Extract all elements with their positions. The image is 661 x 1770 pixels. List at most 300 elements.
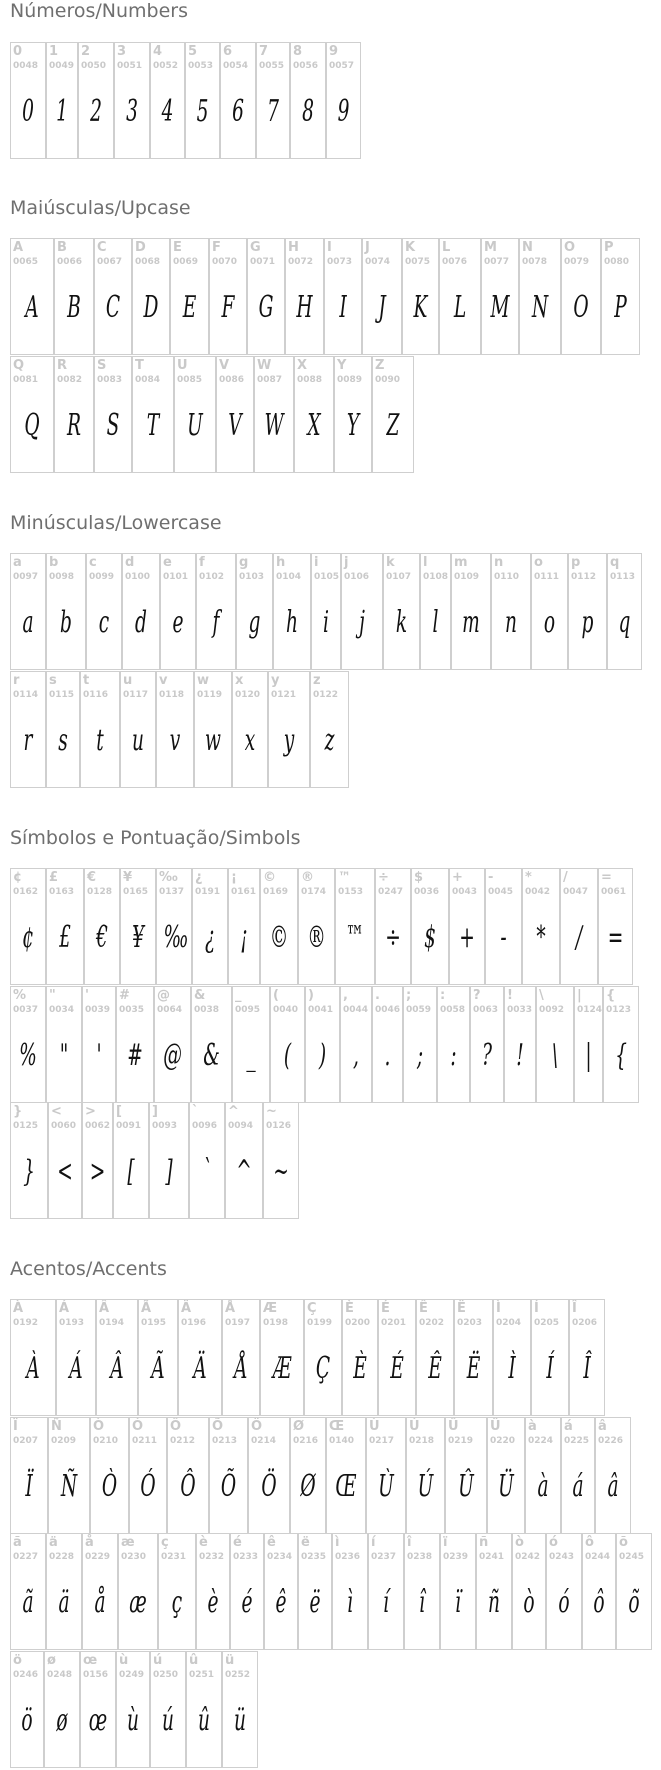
glyph-label: Ç xyxy=(307,1301,317,1316)
glyph-label: H xyxy=(288,240,299,255)
glyph-sample: ò xyxy=(523,1585,535,1620)
glyph-label: ú xyxy=(153,1653,163,1668)
glyph-cell xyxy=(54,238,94,355)
glyph-cell xyxy=(94,356,132,473)
glyph-label: G xyxy=(250,240,261,255)
glyph-label: É xyxy=(381,1301,390,1316)
glyph-code: 0035 xyxy=(119,1005,145,1015)
glyph-sample: õ xyxy=(628,1585,640,1620)
glyph-sample: _ xyxy=(246,1038,256,1073)
glyph-label: ! xyxy=(507,988,513,1003)
glyph-cell xyxy=(86,553,122,670)
glyph-code: 0060 xyxy=(51,1121,77,1131)
glyph-label: Â xyxy=(99,1301,110,1316)
glyph-sample: 4 xyxy=(161,94,174,129)
glyph-cell xyxy=(54,356,94,473)
glyph-sample: ü xyxy=(234,1703,246,1738)
glyph-cell xyxy=(191,986,232,1103)
glyph-sample: è xyxy=(207,1585,219,1620)
glyph-cell xyxy=(10,1102,48,1219)
glyph-label: a xyxy=(13,555,22,570)
glyph-sample: Í xyxy=(546,1351,554,1386)
glyph-label: J xyxy=(365,240,370,255)
glyph-sample: S xyxy=(106,408,120,443)
glyph-label: h xyxy=(276,555,286,570)
glyph-cell xyxy=(335,868,375,985)
glyph-code: 0128 xyxy=(87,887,113,897)
glyph-code: 0217 xyxy=(369,1436,395,1446)
glyph-sample: Ç xyxy=(315,1351,331,1386)
glyph-code: 0224 xyxy=(528,1436,554,1446)
glyph-code: 0162 xyxy=(13,887,39,897)
glyph-code: 0085 xyxy=(177,375,203,385)
glyph-code: 0092 xyxy=(539,1005,565,1015)
glyph-label: + xyxy=(452,870,463,885)
glyph-code: 0163 xyxy=(49,887,75,897)
glyph-sample: X xyxy=(307,408,321,443)
glyph-label: C xyxy=(97,240,107,255)
glyph-cell xyxy=(120,671,156,788)
glyph-label: l xyxy=(423,555,428,570)
glyph-sample: ¢ xyxy=(22,920,34,955)
glyph-label: z xyxy=(313,673,321,688)
glyph-sample: 2 xyxy=(90,94,102,129)
glyph-code: 0098 xyxy=(49,572,75,582)
glyph-cell xyxy=(10,1533,46,1650)
glyph-cell xyxy=(304,1299,342,1416)
glyph-label: } xyxy=(13,1104,23,1119)
glyph-sample: m xyxy=(462,605,480,640)
glyph-cell xyxy=(156,868,192,985)
glyph-label: - xyxy=(488,870,494,885)
glyph-code: 0079 xyxy=(564,257,590,267)
glyph-sample: í xyxy=(383,1585,389,1620)
glyph-cell xyxy=(522,868,560,985)
glyph-label: ô xyxy=(585,1535,594,1550)
glyph-label: è xyxy=(199,1535,208,1550)
glyph-cell xyxy=(568,553,607,670)
glyph-cell xyxy=(10,1417,48,1534)
glyph-code: 0048 xyxy=(13,61,39,71)
glyph-code: 0084 xyxy=(135,375,161,385)
glyph-sample: v xyxy=(169,723,181,758)
glyph-cell xyxy=(48,1417,90,1534)
glyph-cell xyxy=(56,1299,96,1416)
glyph-code: 0057 xyxy=(329,61,355,71)
glyph-cell xyxy=(192,868,228,985)
glyph-code: 0169 xyxy=(263,887,289,897)
glyph-code: 0137 xyxy=(159,887,185,897)
glyph-sample: ¿ xyxy=(205,920,215,955)
glyph-label: 7 xyxy=(259,44,269,59)
glyph-label: Ï xyxy=(13,1419,18,1434)
glyph-code: 0237 xyxy=(371,1552,397,1562)
glyph-code: 0111 xyxy=(534,572,560,582)
glyph-sample: 0 xyxy=(22,94,34,129)
glyph-label: 6 xyxy=(223,44,233,59)
glyph-label: $ xyxy=(414,870,424,885)
glyph-label: Û xyxy=(448,1419,459,1434)
glyph-sample: = xyxy=(607,920,624,955)
glyph-label: Ù xyxy=(369,1419,380,1434)
glyph-code: 0105 xyxy=(314,572,340,582)
glyph-cell xyxy=(10,986,46,1103)
glyph-sample: û xyxy=(198,1703,210,1738)
glyph-label: î xyxy=(407,1535,412,1550)
glyph-sample: ; xyxy=(416,1038,424,1073)
glyph-sample: 8 xyxy=(302,94,314,129)
glyph-code: 0118 xyxy=(159,690,185,700)
glyph-cell xyxy=(273,553,311,670)
glyph-code: 0045 xyxy=(488,887,514,897)
glyph-code: 0243 xyxy=(549,1552,575,1562)
glyph-label: Î xyxy=(572,1301,577,1316)
glyph-label: Æ xyxy=(263,1301,278,1316)
glyph-cell xyxy=(149,1102,189,1219)
glyph-label: ö xyxy=(13,1653,22,1668)
glyph-sample: I xyxy=(339,290,347,325)
glyph-sample: 1 xyxy=(56,94,68,129)
glyph-code: 0203 xyxy=(457,1318,483,1328)
glyph-label: ^ xyxy=(228,1104,239,1119)
glyph-cell xyxy=(196,553,236,670)
glyph-sample: F xyxy=(221,290,235,325)
glyph-code: 0104 xyxy=(276,572,302,582)
glyph-sample: x xyxy=(244,723,256,758)
glyph-code: 0250 xyxy=(153,1670,179,1680)
glyph-label: < xyxy=(51,1104,62,1119)
glyph-cell xyxy=(437,986,470,1103)
glyph-sample: . xyxy=(384,1038,391,1073)
glyph-code: 0207 xyxy=(13,1436,39,1446)
glyph-label: o xyxy=(534,555,543,570)
glyph-code: 0086 xyxy=(219,375,245,385)
glyph-sample: y xyxy=(283,723,295,758)
glyph-code: 0110 xyxy=(494,572,520,582)
glyph-sample: Ú xyxy=(417,1469,434,1504)
glyph-code: 0072 xyxy=(288,257,314,267)
glyph-sample: 3 xyxy=(126,94,138,129)
section-title: Minúsculas/Lowercase xyxy=(10,512,222,534)
glyph-label: ` xyxy=(192,1104,199,1119)
glyph-label: t xyxy=(83,673,90,688)
glyph-code: 0218 xyxy=(409,1436,435,1446)
glyph-code: 0161 xyxy=(231,887,257,897)
glyph-cell xyxy=(268,671,310,788)
glyph-label: ~ xyxy=(266,1104,277,1119)
glyph-cell xyxy=(10,553,46,670)
glyph-label: " xyxy=(49,988,56,1003)
glyph-code: 0077 xyxy=(484,257,510,267)
glyph-sample: f xyxy=(212,605,220,640)
glyph-label: X xyxy=(297,358,308,373)
glyph-sample: @ xyxy=(163,1038,182,1073)
glyph-cell xyxy=(595,1417,631,1534)
glyph-label: w xyxy=(197,673,210,688)
glyph-label: È xyxy=(345,1301,354,1316)
glyph-code: 0091 xyxy=(116,1121,142,1131)
glyph-cell xyxy=(10,238,54,355)
glyph-label: Q xyxy=(13,358,25,373)
glyph-code: 0074 xyxy=(365,257,391,267)
glyph-sample: ë xyxy=(309,1585,321,1620)
glyph-code: 0205 xyxy=(534,1318,560,1328)
glyph-code: 0066 xyxy=(57,257,83,267)
glyph-code: 0041 xyxy=(308,1005,334,1015)
glyph-cell xyxy=(220,42,256,159)
glyph-code: 0113 xyxy=(610,572,636,582)
glyph-code: 0246 xyxy=(13,1670,39,1680)
glyph-cell xyxy=(504,986,536,1103)
glyph-sample: ã xyxy=(22,1585,34,1620)
glyph-cell xyxy=(167,1417,209,1534)
glyph-code: 0083 xyxy=(97,375,123,385)
glyph-cell xyxy=(536,986,574,1103)
glyph-code: 0220 xyxy=(490,1436,516,1446)
glyph-sample: ™ xyxy=(345,920,365,955)
glyph-code: 0080 xyxy=(604,257,630,267)
glyph-sample: ö xyxy=(21,1703,33,1738)
glyph-code: 0037 xyxy=(13,1005,39,1015)
glyph-code: 0227 xyxy=(13,1552,39,1562)
glyph-code: 0241 xyxy=(479,1552,505,1562)
glyph-label: # xyxy=(119,988,130,1003)
glyph-label: ¢ xyxy=(13,870,23,885)
glyph-code: 0058 xyxy=(440,1005,466,1015)
glyph-sample: { xyxy=(615,1038,627,1073)
glyph-label: ® xyxy=(301,870,314,885)
glyph-sample: Ò xyxy=(101,1469,118,1504)
glyph-sample: a xyxy=(22,605,34,640)
glyph-cell xyxy=(470,986,504,1103)
glyph-label: c xyxy=(89,555,97,570)
glyph-code: 0036 xyxy=(414,887,440,897)
glyph-sample: ‰ xyxy=(163,920,189,955)
glyph-label: ' xyxy=(85,988,89,1003)
glyph-label: p xyxy=(571,555,581,570)
glyph-cell xyxy=(194,671,232,788)
glyph-sample: q xyxy=(618,605,631,640)
glyph-sample: H xyxy=(296,290,313,325)
glyph-label: 5 xyxy=(188,44,198,59)
glyph-label: O xyxy=(564,240,576,255)
glyph-cell xyxy=(582,1533,616,1650)
glyph-sample: ç xyxy=(171,1585,183,1620)
glyph-cell xyxy=(256,42,290,159)
glyph-label: Á xyxy=(59,1301,70,1316)
glyph-label: . xyxy=(375,988,380,1003)
glyph-label: à xyxy=(528,1419,537,1434)
glyph-code: 0097 xyxy=(13,572,39,582)
glyph-code: 0087 xyxy=(257,375,283,385)
glyph-sample: M xyxy=(490,290,510,325)
glyph-sample: € xyxy=(96,920,108,955)
glyph-label: \ xyxy=(539,988,544,1003)
glyph-sample: i xyxy=(323,605,329,640)
glyph-sample: [ xyxy=(127,1154,135,1189)
glyph-sample: h xyxy=(286,605,298,640)
glyph-label: : xyxy=(440,988,446,1003)
glyph-sample: ¡ xyxy=(240,920,248,955)
glyph-sample: Î xyxy=(583,1351,591,1386)
glyph-sample: © xyxy=(269,920,289,955)
glyph-sample: Õ xyxy=(220,1469,237,1504)
glyph-label: Ê xyxy=(419,1301,428,1316)
glyph-cell xyxy=(476,1533,512,1650)
glyph-code: 0109 xyxy=(454,572,480,582)
glyph-cell xyxy=(493,1299,531,1416)
glyph-label: , xyxy=(343,988,348,1003)
glyph-label: ¡ xyxy=(231,870,237,885)
glyph-cell xyxy=(82,986,116,1103)
glyph-label: ] xyxy=(152,1104,158,1119)
glyph-code: 0126 xyxy=(266,1121,292,1131)
glyph-cell xyxy=(487,1417,525,1534)
glyph-cell xyxy=(46,42,78,159)
glyph-cell xyxy=(531,553,568,670)
glyph-cell xyxy=(129,1417,167,1534)
glyph-cell xyxy=(247,238,285,355)
glyph-label: ò xyxy=(515,1535,524,1550)
glyph-code: 0210 xyxy=(93,1436,119,1446)
glyph-sample: R xyxy=(66,408,82,443)
glyph-sample: A xyxy=(25,290,39,325)
glyph-label: Õ xyxy=(212,1419,224,1434)
glyph-cell xyxy=(232,986,270,1103)
glyph-code: 0067 xyxy=(97,257,123,267)
glyph-cell xyxy=(82,1102,113,1219)
glyph-sample: á xyxy=(572,1469,584,1504)
glyph-label: ø xyxy=(47,1653,56,1668)
glyph-code: 0053 xyxy=(188,61,214,71)
glyph-label: á xyxy=(564,1419,573,1434)
glyph-code: 0115 xyxy=(49,690,75,700)
glyph-cell xyxy=(10,356,54,473)
glyph-sample: d xyxy=(135,605,147,640)
glyph-cell xyxy=(368,1533,404,1650)
glyph-code: 0099 xyxy=(89,572,115,582)
glyph-label: f xyxy=(199,555,205,570)
glyph-label: & xyxy=(194,988,206,1003)
glyph-code: 0226 xyxy=(598,1436,624,1446)
glyph-sample: r xyxy=(23,723,33,758)
glyph-sample: > xyxy=(89,1154,106,1189)
glyph-code: 0102 xyxy=(199,572,225,582)
glyph-cell xyxy=(546,1533,582,1650)
glyph-label: | xyxy=(577,988,582,1003)
glyph-code: 0234 xyxy=(267,1552,293,1562)
glyph-sample: ú xyxy=(162,1703,174,1738)
glyph-label: ù xyxy=(119,1653,129,1668)
glyph-code: 0044 xyxy=(343,1005,369,1015)
glyph-sample: É xyxy=(390,1351,404,1386)
glyph-code: 0063 xyxy=(473,1005,499,1015)
glyph-code: 0034 xyxy=(49,1005,75,1015)
glyph-cell xyxy=(334,356,372,473)
glyph-sample: N xyxy=(531,290,549,325)
glyph-sample: Q xyxy=(24,408,40,443)
glyph-code: 0229 xyxy=(85,1552,111,1562)
glyph-sample: U xyxy=(187,408,203,443)
glyph-cell xyxy=(84,868,120,985)
glyph-cell xyxy=(519,238,561,355)
glyph-code: 0174 xyxy=(301,887,327,897)
glyph-label: ñ xyxy=(479,1535,489,1550)
glyph-code: 0069 xyxy=(173,257,199,267)
section-title: Maiúsculas/Upcase xyxy=(10,197,191,219)
glyph-label: @ xyxy=(157,988,170,1003)
glyph-label: 4 xyxy=(153,44,163,59)
glyph-cell xyxy=(236,553,273,670)
glyph-label: Ò xyxy=(93,1419,105,1434)
glyph-sample: Y xyxy=(346,408,360,443)
glyph-sample: À xyxy=(26,1351,40,1386)
glyph-label: ¥ xyxy=(123,870,133,885)
glyph-sample: j xyxy=(359,605,365,640)
glyph-sample: ! xyxy=(516,1038,524,1073)
glyph-code: 0101 xyxy=(163,572,189,582)
glyph-code: 0123 xyxy=(606,1005,632,1015)
glyph-code: 0198 xyxy=(263,1318,289,1328)
glyph-sample: Ñ xyxy=(60,1469,78,1504)
glyph-code: 0232 xyxy=(199,1552,225,1562)
glyph-sample: ø xyxy=(56,1703,68,1738)
glyph-sample: u xyxy=(132,723,144,758)
glyph-cell xyxy=(451,553,491,670)
glyph-label: [ xyxy=(116,1104,122,1119)
glyph-label: Ä xyxy=(181,1301,192,1316)
glyph-sample: < xyxy=(57,1154,73,1189)
glyph-label: ä xyxy=(49,1535,58,1550)
glyph-code: 0068 xyxy=(135,257,161,267)
glyph-sample: Â xyxy=(110,1351,124,1386)
glyph-cell xyxy=(341,553,383,670)
glyph-label: Ø xyxy=(293,1419,305,1434)
glyph-label: Ô xyxy=(170,1419,182,1434)
glyph-cell xyxy=(525,1417,561,1534)
glyph-sample: Ô xyxy=(180,1469,196,1504)
glyph-code: 0228 xyxy=(49,1552,75,1562)
glyph-cell xyxy=(80,671,120,788)
glyph-code: 0107 xyxy=(386,572,412,582)
glyph-label: K xyxy=(405,240,416,255)
glyph-code: 0075 xyxy=(405,257,431,267)
glyph-code: 0117 xyxy=(123,690,149,700)
glyph-cell xyxy=(116,1651,150,1768)
glyph-label: ™ xyxy=(338,870,351,885)
glyph-cell xyxy=(96,1299,138,1416)
glyph-cell xyxy=(154,986,191,1103)
glyph-sample: à xyxy=(537,1469,549,1504)
glyph-code: 0199 xyxy=(307,1318,333,1328)
glyph-code: 0119 xyxy=(197,690,223,700)
glyph-cell xyxy=(10,42,46,159)
glyph-code: 0093 xyxy=(152,1121,178,1131)
glyph-label: Ë xyxy=(457,1301,466,1316)
glyph-sample: ) xyxy=(318,1038,327,1073)
glyph-cell xyxy=(366,1417,406,1534)
glyph-cell xyxy=(298,868,335,985)
glyph-code: 0214 xyxy=(251,1436,277,1446)
glyph-label: œ xyxy=(83,1653,98,1668)
glyph-code: 0090 xyxy=(375,375,401,385)
glyph-cell xyxy=(222,1299,260,1416)
glyph-label: í xyxy=(371,1535,376,1550)
glyph-sample: £ xyxy=(59,920,71,955)
glyph-code: 0049 xyxy=(49,61,75,71)
glyph-cell xyxy=(222,1651,258,1768)
glyph-code: 0235 xyxy=(301,1552,327,1562)
